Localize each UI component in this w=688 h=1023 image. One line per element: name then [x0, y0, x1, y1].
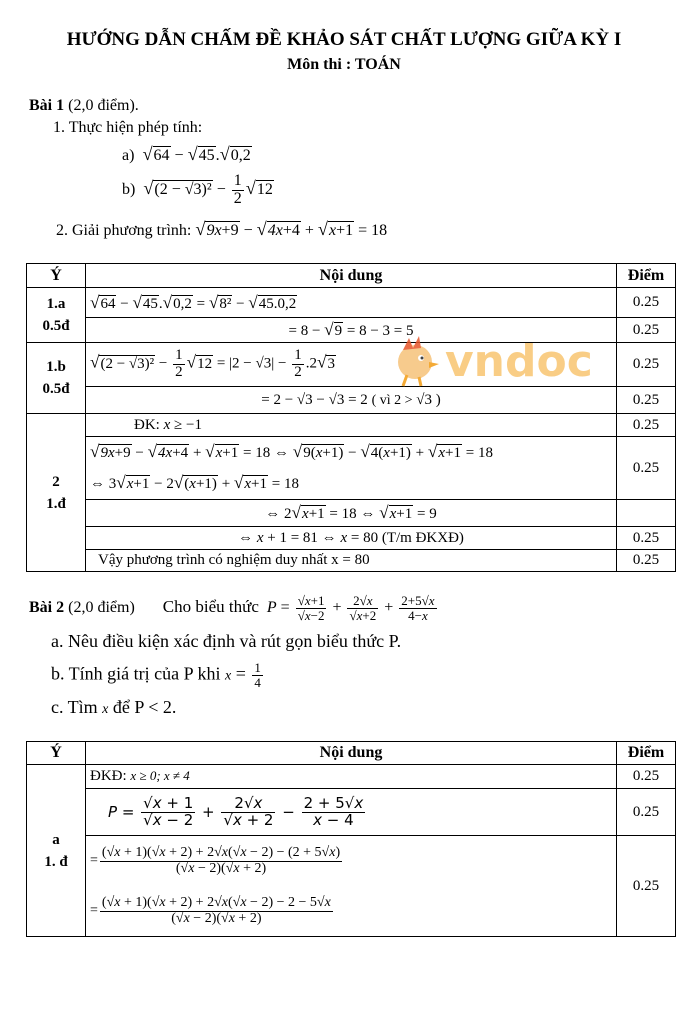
- bai2-heading: Bài 2 (2,0 điểm) Cho biểu thức P = $\frac{√x+1}{√x-2}$ + $\frac{2√x}{√x+2}$ + $\frac{2+5√x}{4-x}$: [29, 593, 435, 623]
- solution-2-conclusion: Vậy phương trình có nghiệm duy nhất x = 80: [86, 550, 617, 572]
- col-header-y: Ý: [27, 742, 86, 765]
- solution-1b-step1: √(2 − √3)² − $\frac{1}{2}$ √12 = |2 − √3| − $\frac{1}{2}$ .2√3: [86, 343, 617, 387]
- score-cell: 0.25: [617, 414, 676, 437]
- score-cell: 0.25: [617, 836, 676, 937]
- row-label-1a: 1.a 0.5đ: [27, 288, 86, 343]
- bai1-heading: [29, 97, 139, 115]
- solution-1a-step1: √64 − √45.√0,2 = √8² − √45.0,2: [86, 288, 617, 318]
- bai2-title: Bài 2: [29, 598, 65, 616]
- col-header-content: Nội dung: [86, 264, 617, 288]
- answer-table-2: [26, 741, 676, 937]
- solution-2-step2: ⇔ 2√x+1 = 18 ⇔ √x+1 = 9: [86, 500, 617, 527]
- col-header-score: Điểm: [617, 742, 676, 765]
- answer-table-1: [26, 263, 676, 572]
- row-label-2: 2 1.đ: [27, 414, 86, 572]
- bai1-q1b: b) √(2 − √3)² − $\frac{1}{2}$ √12: [122, 172, 273, 207]
- bai2-qa: a. Nêu điều kiện xác định và rút gọn biểu thức P.: [51, 631, 402, 651]
- page-title: HƯỚNG DẪN CHẤM ĐỀ KHẢO SÁT CHẤT LƯỢNG GIỮA KỲ I: [66, 29, 622, 50]
- score-cell: 0.25: [617, 318, 676, 343]
- bai1-points: (2,0 điểm).: [68, 97, 139, 114]
- bai1-q2: 2. Giải phương trình: √9x+9 − √4x+4 + √x+1 = 18: [56, 219, 388, 239]
- solution-a-condition: ĐKĐ: x ≥ 0; x ≠ 4: [86, 765, 617, 789]
- bai2-qc: c. Tìm x để P < 2.: [51, 697, 177, 717]
- bai1-q1a: a) √64 − √45.√0,2: [122, 144, 251, 164]
- score-cell: 0.25: [617, 789, 676, 836]
- col-header-content: Nội dung: [86, 742, 617, 765]
- bai1-q1: 1. Thực hiện phép tính:: [53, 119, 203, 136]
- svg-text:vndoc: vndoc: [445, 336, 593, 387]
- row-label-1b: 1.b 0.5đ: [27, 343, 86, 414]
- solution-2-step1: √9x+9 − √4x+4 + √x+1 = 18 ⇔ √9(x+1) − √4(x+1) + √x+1 = 18 ⇔ 3√x+1 − 2√(x+1) + √x+1 = 18: [86, 437, 617, 500]
- score-cell: 0.25: [617, 550, 676, 572]
- score-cell: 0.25: [617, 387, 676, 414]
- col-header-score: Điểm: [617, 264, 676, 288]
- score-cell: 0.25: [617, 437, 676, 500]
- col-header-y: Ý: [27, 264, 86, 288]
- solution-2-condition: ĐK: x ≥ −1: [86, 414, 617, 437]
- bai1-title: Bài 1: [29, 97, 65, 114]
- vndoc-logo-icon: [393, 330, 618, 390]
- solution-2-step3: ⇔ x + 1 = 81 ⇔ x = 80 (T/m ĐKXĐ): [86, 527, 617, 550]
- score-cell: 0.25: [617, 343, 676, 387]
- page-subtitle: Môn thi : TOÁN: [287, 56, 401, 73]
- row-label-a: a 1. đ: [27, 765, 86, 937]
- score-cell: 0.25: [617, 765, 676, 789]
- solution-a-steps: = $\frac{(√x + 1)(√x + 2) + 2√x(√x - 2) - (2 + 5√x)}{(√x - 2)(√x + 2)}$ = $\frac{(√x + 1)(√x + 2) + 2√x(√x - 2) - 2 - 5√x}{(√x - 2)(√x + 2)}$: [86, 836, 617, 937]
- solution-1a-step2: = 8 − √9 = 8 − 3 = 5: [86, 318, 617, 343]
- solution-a-expression: P = $\frac{√x + 1}{√x - 2}$ + $\frac{2√x}{√x + 2}$ − $\frac{2 + 5√x}{x - 4}$: [86, 789, 617, 836]
- score-cell: 0.25: [617, 527, 676, 550]
- bai2-qb: b. Tính giá trị của P khi x = $\frac{1}{4}$: [51, 660, 261, 690]
- score-cell: 0.25: [617, 288, 676, 318]
- vndoc-watermark: [393, 330, 618, 395]
- solution-1b-step2: = 2 − √3 − √3 = 2 ( vì 2 > √3 ): [86, 387, 617, 414]
